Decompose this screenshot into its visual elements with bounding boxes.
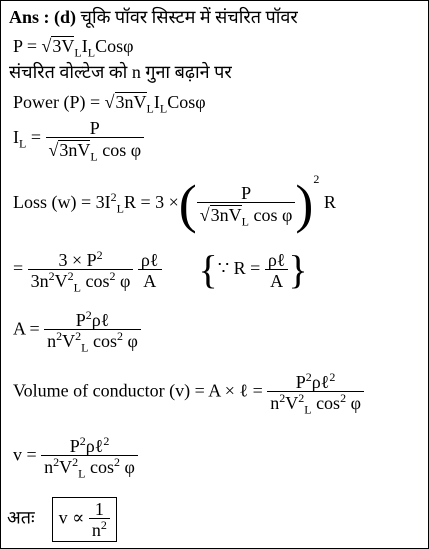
eq3-den-sub: L — [90, 149, 98, 164]
eq4-tail: R — [319, 192, 336, 213]
eq8-num-sup: 2 — [79, 434, 86, 448]
eq5-denominator — [28, 268, 134, 295]
eq7-den-cos: cos — [311, 393, 341, 413]
sqrt-symbol: √ — [104, 92, 115, 112]
final-fraction — [89, 500, 110, 539]
final-den-sup: 2 — [100, 518, 107, 532]
left-brace: { — [198, 247, 218, 292]
eq4-denominator — [197, 202, 296, 229]
eq8-den-sup: 2 — [53, 455, 60, 469]
eq5-den-v-sub: L — [73, 280, 81, 295]
final-label: अतः — [7, 507, 35, 528]
eq2-current: I — [153, 92, 160, 112]
eq7-lhs: Volume of conductor (v) = A × ℓ = — [13, 380, 268, 401]
eq4-sub: L — [116, 201, 124, 216]
eq7-numerator — [267, 370, 364, 392]
eq5-fraction — [28, 247, 134, 295]
eq7-fraction — [267, 370, 364, 417]
eq7-den-cos-sup: 2 — [340, 391, 347, 405]
eq7-den-tail: φ — [346, 393, 361, 413]
eq1-sub-v: L — [74, 45, 82, 60]
right-brace: } — [288, 247, 308, 292]
eq4-den-sqrt: 3nV — [210, 205, 242, 225]
eq6-denominator — [44, 329, 141, 355]
eq5-den-text: 3n — [30, 270, 49, 291]
eq8-num-p: P — [69, 436, 80, 456]
eq6-den-cos-sup: 2 — [117, 329, 124, 343]
eq3-equals: = — [26, 127, 46, 148]
eq6-den-v-sup: 2 — [75, 329, 82, 343]
eq4-lhs: Loss (w) = 3I — [13, 192, 111, 213]
eq8-den-cos: cos — [85, 457, 114, 477]
eq7-num-mid: ρℓ — [311, 372, 330, 392]
eq6-den-n: n — [47, 331, 57, 351]
eq3-lhs: I — [13, 127, 19, 148]
eq7-num-p: P — [295, 372, 306, 392]
eq1-sqrt-text: 3V — [52, 36, 75, 56]
eq5-den-v: V — [54, 270, 68, 291]
eq5-num2: ρℓ — [140, 249, 159, 270]
final-numerator: 1 — [94, 499, 104, 519]
voltage-increase-text: संचरित वोल्टेज को n गुना बढ़ाने पर — [9, 62, 232, 82]
eq4-den-tail: cos φ — [249, 205, 293, 225]
left-paren: ( — [178, 174, 197, 234]
eq3-den-tail: cos φ — [97, 140, 142, 160]
eq5-den-cos-sup: 2 — [109, 268, 116, 283]
eq4-sup: 2 — [110, 190, 117, 205]
power-n-equation — [13, 92, 206, 116]
eq4-numerator: P — [241, 183, 252, 203]
eq7-den-v-sup: 2 — [298, 391, 305, 405]
eq4-fraction — [197, 183, 296, 229]
eq5-den-sup: 2 — [48, 268, 55, 283]
eq5-num-text: 3 × P — [58, 249, 97, 270]
result-box — [52, 497, 117, 542]
eq6-den-v-sub: L — [81, 340, 89, 355]
power-equation — [13, 36, 134, 60]
eq2-sqrt-term — [115, 92, 147, 111]
eq8-lhs: v = — [13, 444, 42, 465]
eq5-numerator — [28, 247, 134, 270]
volume-v-equation — [13, 434, 138, 481]
eq8-numerator — [41, 434, 138, 456]
eq4-outer-sup: 2 — [313, 172, 320, 187]
eq1-lhs: P = — [13, 36, 42, 56]
final-result — [7, 497, 117, 542]
eq3-fraction — [46, 118, 145, 164]
eq3-sub: L — [19, 136, 27, 151]
eq7-den-n: n — [270, 393, 280, 413]
eq4-mid: R = 3 × — [123, 192, 179, 213]
eq2-tail: Cosφ — [167, 92, 206, 112]
eq5-brace-den: A — [265, 269, 289, 290]
eq8-num-mid: ρℓ — [85, 436, 104, 456]
eq5-brace-pre: ∵ R = — [217, 258, 265, 279]
eq8-den-v-sup: 2 — [72, 455, 79, 469]
eq6-den-tail: φ — [123, 331, 138, 351]
eq6-num-tail: ρℓ — [91, 310, 110, 330]
eq1-tail: Cosφ — [95, 36, 134, 56]
answer-label: Ans : (d) — [9, 7, 77, 27]
current-equation — [13, 118, 144, 164]
final-den-n: n — [91, 520, 101, 540]
eq7-den-sup: 2 — [279, 391, 286, 405]
eq7-denominator — [267, 391, 364, 417]
area-equation — [13, 308, 141, 355]
eq5-equals: = — [13, 258, 28, 279]
eq6-num-p: P — [75, 310, 86, 330]
eq5-brace-fraction — [265, 251, 289, 290]
eq6-den-sup: 2 — [56, 329, 63, 343]
eq3-denominator — [46, 137, 145, 164]
answer-intro-text: चूकि पॉवर सिस्टम में संचरित पॉवर — [80, 7, 298, 27]
sqrt-symbol: √ — [41, 36, 52, 56]
volume-equation — [13, 370, 364, 417]
eq8-num-sup2: 2 — [103, 434, 110, 448]
eq8-den-tail: φ — [120, 457, 135, 477]
loss-expanded-equation — [13, 247, 308, 295]
eq1-current: I — [81, 36, 88, 56]
eq8-denominator — [41, 455, 138, 481]
eq6-den-v: V — [62, 331, 76, 351]
eq2-sub-i: L — [159, 101, 168, 116]
eq7-den-v: V — [285, 393, 299, 413]
eq7-num-sup: 2 — [305, 370, 312, 384]
loss-equation — [13, 172, 336, 234]
sqrt-symbol: √ — [199, 205, 210, 225]
eq6-num-sup: 2 — [85, 308, 92, 322]
eq2-sub-v: L — [146, 101, 154, 116]
eq3-den-sqrt: 3nV — [59, 140, 91, 160]
eq5-num-sup: 2 — [96, 247, 103, 262]
eq6-den-cos: cos — [88, 331, 118, 351]
final-lhs: v ∝ — [58, 507, 89, 528]
eq8-den-n: n — [44, 457, 54, 477]
eq5-fraction2 — [138, 251, 162, 290]
eq6-numerator — [44, 308, 141, 330]
eq5-brace-num: ρℓ — [267, 249, 286, 270]
eq6-lhs: A = — [13, 318, 45, 339]
eq5-den-tail: φ — [115, 270, 131, 291]
eq5-den-cos: cos — [81, 270, 110, 291]
eq8-den-v: V — [59, 457, 73, 477]
final-denominator — [89, 518, 110, 539]
eq8-den-v-sub: L — [78, 466, 86, 481]
right-paren: ) — [295, 174, 314, 234]
eq7-num-sup2: 2 — [329, 370, 336, 384]
eq3-numerator: P — [89, 118, 100, 138]
eq5-den-v-sup: 2 — [67, 268, 74, 283]
eq6-fraction — [44, 308, 141, 355]
eq7-den-v-sub: L — [304, 402, 312, 417]
eq5-den2: A — [138, 269, 162, 290]
eq1-sqrt-term — [51, 36, 74, 55]
answer-heading — [9, 8, 298, 26]
eq2-lhs: Power (P) = — [13, 92, 105, 112]
eq8-den-cos-sup: 2 — [114, 455, 120, 469]
sqrt-symbol: √ — [48, 140, 59, 160]
eq2-sqrt-text: 3nV — [115, 92, 147, 112]
eq8-fraction — [41, 434, 138, 481]
eq4-den-sub: L — [241, 214, 250, 229]
eq1-sub-i: L — [87, 45, 96, 60]
